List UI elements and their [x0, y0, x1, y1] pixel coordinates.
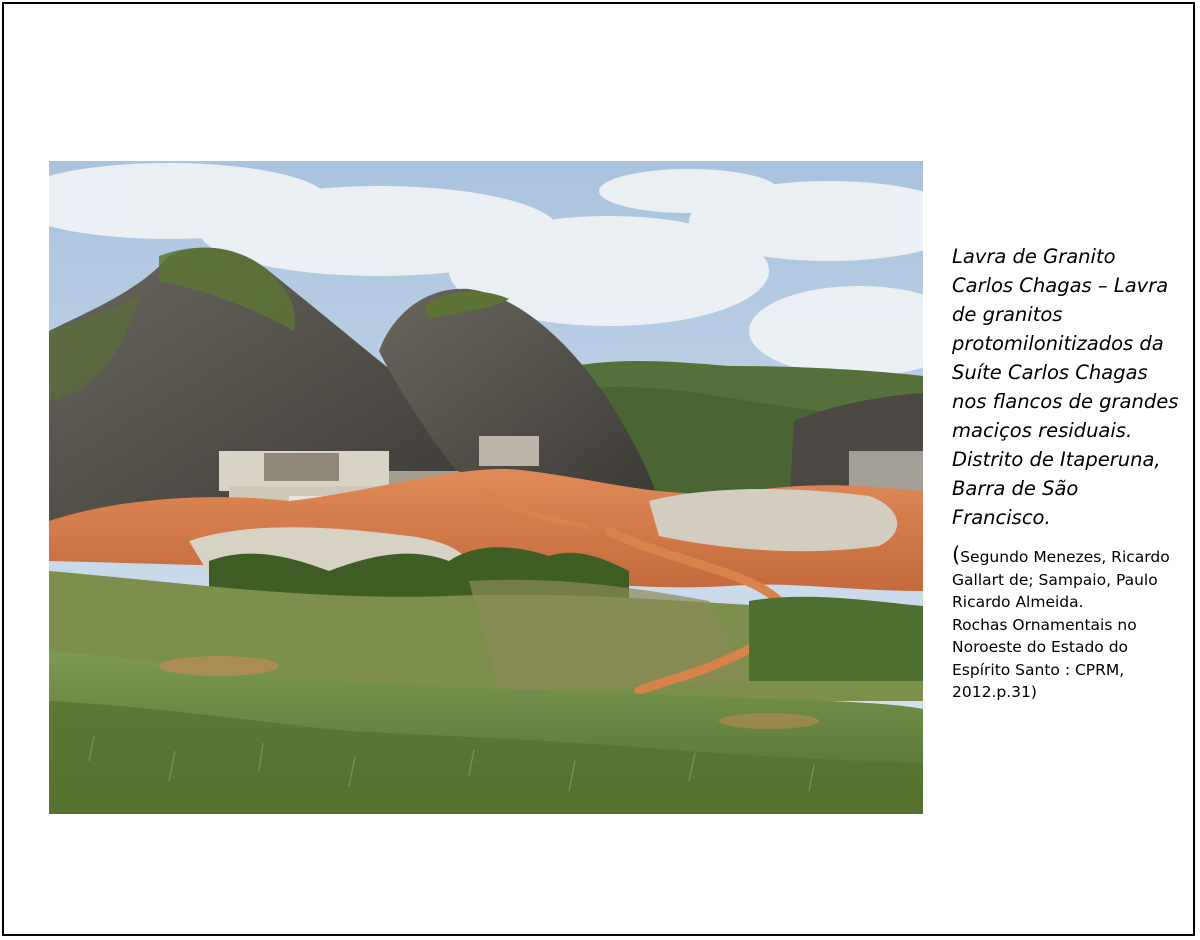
caption-title-line: Lavra de Granito	[952, 245, 1116, 268]
caption-source-citation	[952, 544, 1187, 704]
caption-title-line: Francisco.	[952, 506, 1051, 529]
citation-line-text: Segundo Menezes, Ricardo	[960, 548, 1170, 566]
citation-line	[952, 544, 1187, 569]
citation-line: 2012.p.31)	[952, 683, 1037, 701]
citation-line: Gallart de; Sampaio, Paulo	[952, 570, 1158, 589]
photo-caption	[952, 242, 1187, 704]
caption-title	[952, 242, 1187, 532]
caption-title-line: nos flancos de grandes	[952, 390, 1179, 413]
caption-title-line: protomilonitizados da	[952, 332, 1164, 355]
citation-line: Ricardo Almeida.	[952, 593, 1084, 611]
caption-title-line: de granitos	[952, 303, 1063, 326]
slide-frame	[2, 2, 1195, 936]
caption-title-line: maciços residuais.	[952, 419, 1133, 442]
citation-line: Espírito Santo : CPRM,	[952, 660, 1125, 679]
caption-title-line: Distrito de Itaperuna,	[952, 448, 1161, 471]
citation-line: Rochas Ornamentais no	[952, 615, 1137, 634]
citation-open-paren: (	[952, 543, 961, 567]
quarry-landscape-image	[49, 161, 923, 814]
caption-title-line: Barra de São	[952, 477, 1079, 500]
quarry-photo	[49, 161, 923, 814]
caption-title-line: Carlos Chagas – Lavra	[952, 274, 1169, 297]
citation-line: Noroeste do Estado do	[952, 638, 1129, 656]
caption-title-line: Suíte Carlos Chagas	[952, 361, 1148, 384]
